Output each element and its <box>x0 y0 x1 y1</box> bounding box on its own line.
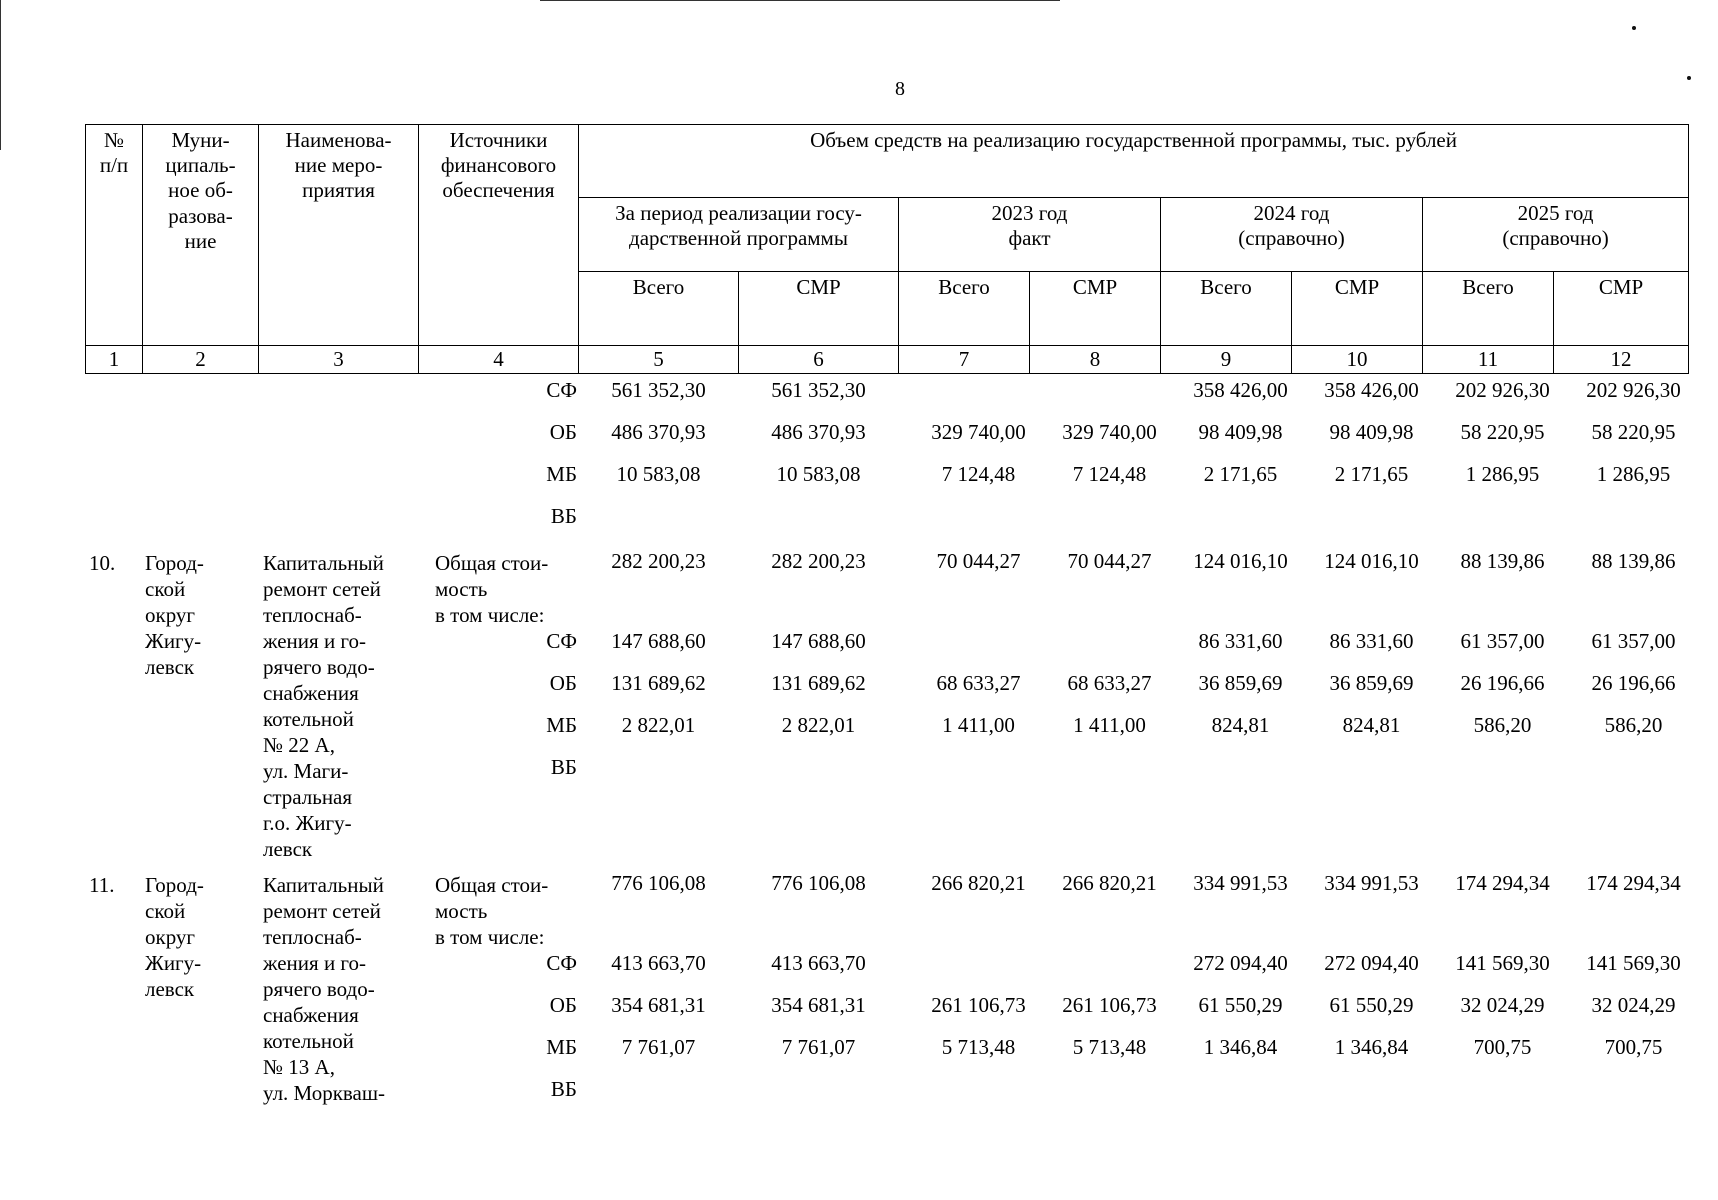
col-header-sub: СМР <box>1554 272 1689 346</box>
value-cell: 413 663,70 <box>771 951 866 975</box>
value-cell: 70 044,27 <box>1067 549 1152 573</box>
value-cell: 7 761,07 <box>781 1035 856 1059</box>
source-label: СФ <box>546 378 577 402</box>
value-cell: 700,75 <box>1473 1035 1532 1059</box>
table-body <box>85 380 1688 1140</box>
col-number: 9 <box>1161 346 1292 374</box>
value-cell: 61 357,00 <box>1591 629 1676 653</box>
value-cell: 824,81 <box>1342 713 1401 737</box>
value-cell: 70 044,27 <box>936 549 1021 573</box>
col-header-sub: Всего <box>899 272 1030 346</box>
page-number: 8 <box>895 78 905 100</box>
value-cell: 700,75 <box>1604 1035 1663 1059</box>
col-header-2024: 2024 год (справочно) <box>1161 198 1423 272</box>
value-cell: 7 761,07 <box>621 1035 696 1059</box>
value-cell: 261 106,73 <box>931 993 1026 1017</box>
value-cell: 272 094,40 <box>1324 951 1419 975</box>
col-header-sub: СМР <box>1030 272 1161 346</box>
value-cell: 261 106,73 <box>1062 993 1157 1017</box>
value-cell: 124 016,10 <box>1193 549 1288 573</box>
col-header-sub: Всего <box>1161 272 1292 346</box>
source-label: ВБ <box>550 755 577 779</box>
value-cell: 824,81 <box>1211 713 1270 737</box>
value-cell: 561 352,30 <box>771 378 866 402</box>
total-label: Общая стои- мость в том числе: <box>435 551 549 627</box>
value-cell: 272 094,40 <box>1193 951 1288 975</box>
value-cell: 174 294,34 <box>1586 871 1681 895</box>
value-cell: 1 286,95 <box>1465 462 1540 486</box>
value-cell: 2 822,01 <box>621 713 696 737</box>
value-cell: 32 024,29 <box>1460 993 1545 1017</box>
value-cell: 86 331,60 <box>1198 629 1283 653</box>
value-cell: 266 820,21 <box>931 871 1026 895</box>
value-cell: 334 991,53 <box>1324 871 1419 895</box>
scan-speck <box>1632 26 1636 30</box>
value-cell: 32 024,29 <box>1591 993 1676 1017</box>
value-cell: 486 370,93 <box>771 420 866 444</box>
col-header-2023: 2023 год факт <box>899 198 1161 272</box>
source-label: МБ <box>546 1035 577 1059</box>
col-number: 8 <box>1030 346 1161 374</box>
source-label: СФ <box>546 629 577 653</box>
value-cell: 413 663,70 <box>611 951 706 975</box>
value-cell: 486 370,93 <box>611 420 706 444</box>
col-number: 12 <box>1554 346 1689 374</box>
value-cell: 36 859,69 <box>1198 671 1283 695</box>
value-cell: 354 681,31 <box>771 993 866 1017</box>
value-cell: 124 016,10 <box>1324 549 1419 573</box>
row-number: 10. <box>89 551 116 575</box>
value-cell: 354 681,31 <box>611 993 706 1017</box>
col-number: 1 <box>86 346 143 374</box>
value-cell: 266 820,21 <box>1062 871 1157 895</box>
value-cell: 86 331,60 <box>1329 629 1414 653</box>
value-cell: 26 196,66 <box>1591 671 1676 695</box>
value-cell: 58 220,95 <box>1591 420 1676 444</box>
value-cell: 147 688,60 <box>611 629 706 653</box>
source-label: ВБ <box>550 504 577 528</box>
value-cell: 147 688,60 <box>771 629 866 653</box>
col-number: 6 <box>739 346 899 374</box>
source-label: ОБ <box>549 671 577 695</box>
col-number: 4 <box>419 346 579 374</box>
value-cell: 131 689,62 <box>611 671 706 695</box>
value-cell: 141 569,30 <box>1586 951 1681 975</box>
value-cell: 98 409,98 <box>1329 420 1414 444</box>
total-label: Общая стои- мость в том числе: <box>435 873 549 949</box>
value-cell: 1 411,00 <box>942 713 1015 737</box>
value-cell: 61 550,29 <box>1329 993 1414 1017</box>
value-cell: 36 859,69 <box>1329 671 1414 695</box>
col-number: 10 <box>1292 346 1423 374</box>
value-cell: 329 740,00 <box>1062 420 1157 444</box>
value-cell: 2 822,01 <box>781 713 856 737</box>
value-cell: 282 200,23 <box>611 549 706 573</box>
value-cell: 68 633,27 <box>1067 671 1152 695</box>
event-name: Капитальный ремонт сетей теплоснаб- жения и го- рячего водо- снабжения котельной № 13 А, ул. Моркваш- <box>263 873 386 1105</box>
value-cell: 5 713,48 <box>1072 1035 1147 1059</box>
value-cell: 329 740,00 <box>931 420 1026 444</box>
source-label: СФ <box>546 951 577 975</box>
municipality-name: Город- ской округ Жигу- левск <box>145 873 204 1001</box>
col-header-sub: СМР <box>1292 272 1423 346</box>
value-cell: 5 713,48 <box>941 1035 1016 1059</box>
value-cell: 174 294,34 <box>1455 871 1550 895</box>
col-header-sub: Всего <box>579 272 739 346</box>
scan-edge-line <box>0 0 1 150</box>
value-cell: 202 926,30 <box>1455 378 1550 402</box>
col-number: 3 <box>259 346 419 374</box>
value-cell: 2 171,65 <box>1334 462 1409 486</box>
value-cell: 10 583,08 <box>776 462 861 486</box>
col-number: 11 <box>1423 346 1554 374</box>
source-label: ОБ <box>549 993 577 1017</box>
col-number: 2 <box>143 346 259 374</box>
value-cell: 141 569,30 <box>1455 951 1550 975</box>
event-name: Капитальный ремонт сетей теплоснаб- жения и го- рячего водо- снабжения котельной № 22 А, ул. Маги- стральная г.о. Жигу- левск <box>263 551 384 861</box>
scan-top-line <box>540 0 1060 1</box>
source-label: МБ <box>546 462 577 486</box>
col-header-period-total: За период реализации госу- дарственной программы <box>579 198 899 272</box>
value-cell: 776 106,08 <box>771 871 866 895</box>
source-label: ОБ <box>549 420 577 444</box>
value-cell: 1 346,84 <box>1203 1035 1278 1059</box>
col-header-no: № п/п <box>86 125 143 346</box>
value-cell: 58 220,95 <box>1460 420 1545 444</box>
col-header-sources: Источники финансового обеспечения <box>419 125 579 346</box>
value-cell: 776 106,08 <box>611 871 706 895</box>
source-label: МБ <box>546 713 577 737</box>
col-number: 5 <box>579 346 739 374</box>
value-cell: 88 139,86 <box>1460 549 1545 573</box>
value-cell: 586,20 <box>1473 713 1532 737</box>
value-cell: 7 124,48 <box>941 462 1016 486</box>
value-cell: 98 409,98 <box>1198 420 1283 444</box>
value-cell: 7 124,48 <box>1072 462 1147 486</box>
value-cell: 88 139,86 <box>1591 549 1676 573</box>
value-cell: 1 411,00 <box>1073 713 1146 737</box>
col-header-sub: Всего <box>1423 272 1554 346</box>
value-cell: 131 689,62 <box>771 671 866 695</box>
value-cell: 26 196,66 <box>1460 671 1545 695</box>
value-cell: 561 352,30 <box>611 378 706 402</box>
col-header-sub: СМР <box>739 272 899 346</box>
value-cell: 586,20 <box>1604 713 1663 737</box>
table-header <box>85 124 1689 374</box>
source-label: ВБ <box>550 1077 577 1101</box>
value-cell: 2 171,65 <box>1203 462 1278 486</box>
value-cell: 68 633,27 <box>936 671 1021 695</box>
col-header-municipality: Муни- ципаль- ное об- разова- ние <box>143 125 259 346</box>
value-cell: 358 426,00 <box>1324 378 1419 402</box>
row-number: 11. <box>89 873 115 897</box>
value-cell: 61 357,00 <box>1460 629 1545 653</box>
value-cell: 61 550,29 <box>1198 993 1283 1017</box>
value-cell: 10 583,08 <box>616 462 701 486</box>
col-header-2025: 2025 год (справочно) <box>1423 198 1689 272</box>
value-cell: 1 346,84 <box>1334 1035 1409 1059</box>
value-cell: 358 426,00 <box>1193 378 1288 402</box>
col-header-volume: Объем средств на реализацию государственной программы, тыс. рублей <box>579 125 1689 198</box>
value-cell: 282 200,23 <box>771 549 866 573</box>
value-cell: 334 991,53 <box>1193 871 1288 895</box>
col-number: 7 <box>899 346 1030 374</box>
value-cell: 202 926,30 <box>1586 378 1681 402</box>
municipality-name: Город- ской округ Жигу- левск <box>145 551 204 679</box>
col-header-event: Наименова- ние меро- приятия <box>259 125 419 346</box>
value-cell: 1 286,95 <box>1596 462 1671 486</box>
